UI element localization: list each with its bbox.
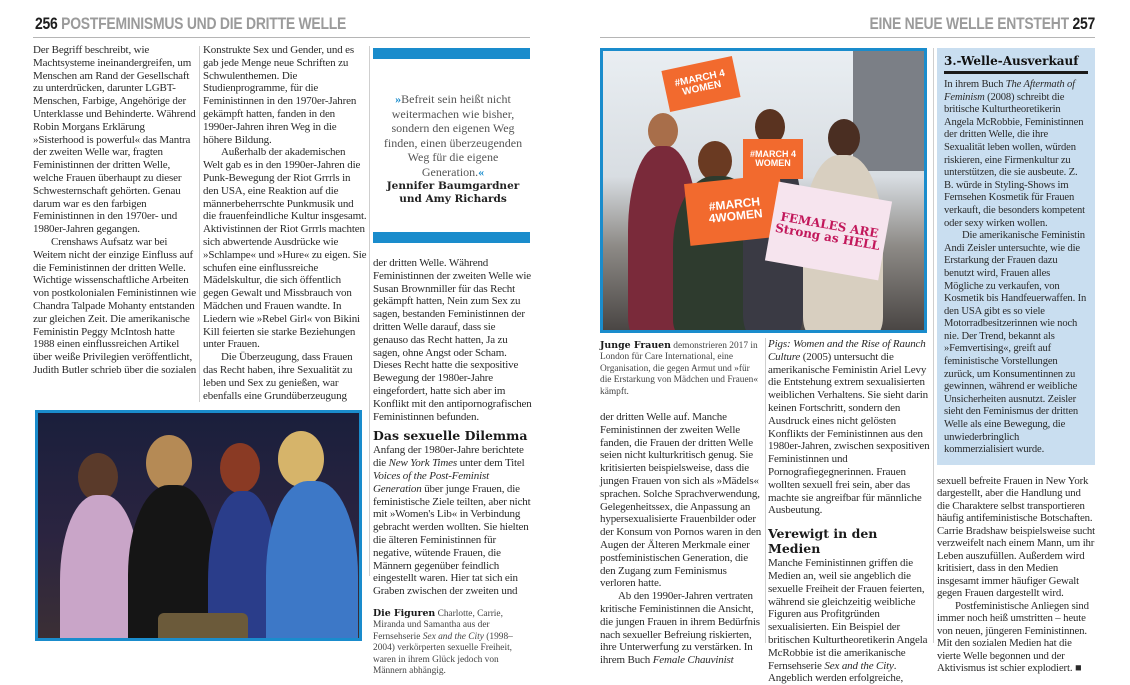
column-divider bbox=[933, 48, 934, 643]
text-run: Pigs: Women and the Rise of Raunch Culture bbox=[768, 338, 926, 363]
paragraph bbox=[944, 230, 1088, 457]
text-run: Anfang der 1980er-Jahre berichtete die bbox=[373, 444, 524, 470]
text-run: Sex and the City bbox=[824, 659, 894, 672]
protest-sign: #MARCH 4WOMEN bbox=[684, 174, 786, 246]
right-column-3-wrapper bbox=[937, 48, 1095, 675]
photo-caption-right bbox=[600, 340, 762, 398]
paragraph bbox=[937, 600, 1095, 675]
left-running-header bbox=[35, 14, 346, 34]
quote-text: Befreit sein heißt nicht weitermachen wie bisher, sondern den eigenen Weg finden, einen überzeugenden Weg für die eigene Generation. bbox=[383, 92, 523, 179]
paragraph bbox=[373, 444, 532, 598]
quote-top-bar bbox=[373, 48, 530, 59]
text-run: Die Überzeugung, dass Frauen das Recht haben, ihre Sexualität zu leben und Sex zu genießen, war ebenfalls eine Grundüberzeugung bbox=[203, 351, 353, 402]
header-rule bbox=[33, 37, 530, 38]
text-run: In ihrem Buch bbox=[944, 79, 1006, 90]
sidebar-box bbox=[937, 48, 1095, 465]
quote-author: Jennifer Baumgardner und Amy Richards bbox=[386, 180, 520, 205]
text-run: Female Chauvinist bbox=[652, 654, 734, 667]
quote-open-mark: » bbox=[395, 92, 402, 106]
protest-sign: #MARCH 4 WOMEN bbox=[743, 139, 803, 179]
text-run: Die Figuren bbox=[373, 608, 436, 619]
running-title: EINE NEUE WELLE ENTSTEHT bbox=[869, 14, 1069, 33]
protest-sign: #MARCH 4 WOMEN bbox=[661, 56, 740, 112]
column-3-text-before bbox=[373, 257, 532, 423]
paragraph bbox=[600, 590, 763, 667]
sidebar-title: 3.-Welle-Ausverkauf bbox=[944, 54, 1088, 74]
page-number: 256 bbox=[35, 14, 58, 33]
column-2-text-before bbox=[768, 338, 931, 517]
section-heading: Das sexuelle Dilemma bbox=[373, 428, 528, 444]
text-run: Sex and the City bbox=[422, 631, 484, 642]
paragraph bbox=[33, 44, 197, 236]
text-run: unter dem Titel bbox=[457, 457, 525, 470]
quote-bottom-bar bbox=[373, 232, 530, 243]
text-run: (2005) untersucht die amerikanische Feministin Ariel Levy die Entstehung extrem sexualisierten weiblichen Verhaltens. Sie sieht darin keinen Fortschritt, sondern den Ausdruck eines nicht gelösten Konflikts der Feministinnen aus den 1980er-Jahren, zwischen sexpositiven Feministinnen und Pornografiegegnerinnen. Frauen wollten sexuell frei sein, aber das machte sie angreifbar für männliche Ausbeutung. bbox=[768, 350, 930, 517]
text-run: sexuell befreite Frauen in New York dargestellt, aber die Handlung und die Charaktere selbst transportieren häufig antifeministische Botschaften. Carrie Bradshaw beispielsweise sucht verzweifelt nach einem Mann, um ihr Leben auszufüllen. Außerdem wird kritisiert, dass in den Medien insgesamt immer häufiger Gewalt gegen Frauen dargestellt wird. bbox=[937, 474, 1096, 600]
column-divider bbox=[199, 46, 200, 402]
paragraph bbox=[937, 475, 1095, 600]
paragraph bbox=[944, 79, 1088, 230]
text-run: Manche Feministinnen griffen die Medien an, weil sie angeblich die sexuelle Freiheit der Frauen feierten, während sie gleichzeitig weibliche Figuren aus Profitgründen sexualisierten. Ein Beispiel der britischen Kulturtheoretikerin Angela McRobbie ist die amerikanische Fernsehserie bbox=[768, 557, 928, 672]
paragraph bbox=[203, 146, 367, 351]
text-run: (1998–2004) verkörperten sexuelle Freiheit, waren in ihrem Glück jedoch von Männern abhängig. bbox=[373, 631, 513, 677]
text-run: Außerhalb der akademischen Welt gab es in den 1990er-Jahren die Punk-Bewegung der Riot Grrrls in den USA, eine Reaktion auf die männerbeherrschte Punkmusik und die frauenfeindliche Kultur insgesamt. Aktivistinnen der Riot Grrrls machten sich abwertende Ausdrücke wie »Schlampe« und »Hure« zu eigen. Sie schufen eine einflussreiche Mädelskultur, die sich öffentlich gegen Gewalt und Missbrauch von Mädchen und Frauen wandte. In Liedern wie »Rebel Girl« von Bikini Kill feierten sie starke Beziehungen unter Frauen. bbox=[203, 146, 367, 351]
column-divider bbox=[765, 338, 766, 643]
right-running-header bbox=[870, 14, 1096, 34]
paragraph bbox=[33, 236, 197, 377]
text-run: Postfeministische Anliegen sind immer noch heiß umstritten – heute von neuen, jüngeren Feministinnen. Mit den sozialen Medien hat die vierte Welle begonnen und der Aktivismus ist schier explodiert. ■ bbox=[937, 599, 1089, 675]
paragraph bbox=[600, 411, 763, 590]
paragraph bbox=[768, 338, 931, 517]
text-run: Crenshaws Aufsatz war bei Weitem nicht der einzige Einfluss auf die Feministinnen der dritten Welle. Wichtige wissenschaftliche Arbeiten von postkolonialen Feministinnen wie Chandra Talpade Mohanty entstanden zur gleichen Zeit. Die amerikanische Feministin Peggy McIntosh hatte 1988 einen einflussreichen Artikel über weiße Privilegien veröffentlicht, Judith Butler schrieb über die sozialen bbox=[33, 235, 197, 376]
handmade-protest-sign: FEMALES ARE Strong as HELL bbox=[765, 182, 892, 281]
column-2-text-after bbox=[768, 557, 931, 685]
text-run: Die amerikanische Feministin Andi Zeisler untersuchte, wie die Erstarkung der Frauen dazu benutzt wird, Frauen alles Mögliche zu verkaufen, von Kosmetik bis Handfeuerwaffen. In den USA gibt es so viele Motorradbesitzerinnen wie noch nie. Der Trend, bekannt als »Femvertising«, greift auf feministische Vorstellungen zurück, um Konsumentinnen zu gewinnen, während er weibliche Unsicherheiten ausnutzt. Zeisler sieht den Feminismus der dritten Welle als eine Bewegung, die unwiederbringlich kommerzialisiert wurde. bbox=[944, 230, 1087, 456]
right-column-2 bbox=[768, 338, 931, 685]
column-3-text-after bbox=[373, 444, 532, 598]
paragraph bbox=[373, 257, 532, 423]
march-for-women-photo bbox=[600, 48, 927, 333]
pull-quote bbox=[378, 92, 528, 179]
text-run: New York Times bbox=[388, 457, 457, 470]
column-divider bbox=[369, 46, 370, 576]
left-column-3 bbox=[373, 257, 532, 598]
text-run: Der Begriff beschreibt, wie Machtsysteme ineinandergreifen, um Menschen am Rand der Gesellschaft zu unterdrücken, darunter LGBT-Menschen, Farbige, Angehörige der Unterklasse und Behinderte. Während Robin Morgans Erklärung »Sisterhood is powerful« das Mantra der zweiten Welle war, fragten Feministinnen der dritten Welle, welche Frauen überhaupt zu dieser Schwesternschaft gehörten. Genau darum war es den farbigen Feministinnen in den 1970er- und 1980er-Jahren gegangen. bbox=[33, 44, 196, 236]
text-run: der dritten Welle. Während Feministinnen der zweiten Welle wie Susan Brownmiller für das Recht gekämpft hatten, Nein zum Sex zu sagen, bestanden Feministinnen der dritten Welle darauf, dass sie genauso das Recht hatten, Ja zu sagen, ohne Angst oder Scham. Dieses Recht hatte die sexpositive Bewegung der 1980er-Jahre eingefordert, hatte sich aber im Konflikt mit den antipornografischen Feministinnen befunden. bbox=[373, 257, 532, 423]
sex-and-the-city-photo bbox=[35, 410, 362, 641]
right-column-3 bbox=[937, 475, 1095, 675]
left-column-1 bbox=[33, 44, 197, 377]
paragraph bbox=[203, 44, 367, 146]
text-run: demonstrieren 2017 in London für Care International, eine Organisation, die gegen Armut und »für die Erstarkung von Mädchen und Frauen« kämpft. bbox=[600, 341, 759, 397]
text-run: Charlotte, Carrie, Miranda und Samantha aus der Fernsehserie bbox=[373, 609, 503, 642]
page-number: 257 bbox=[1072, 14, 1095, 33]
paragraph bbox=[768, 557, 931, 685]
left-column-2 bbox=[203, 44, 367, 402]
text-run: Ab den 1990er-Jahren vertraten kritische Feministinnen die Ansicht, die jungen Frauen in ihrem Bedürfnis nach sexueller Befreiung riskierten, ihre Unterwerfung zu verstärken. In ihrem Buch bbox=[600, 590, 760, 667]
header-rule bbox=[600, 37, 1095, 38]
paragraph bbox=[203, 351, 367, 402]
text-run: der dritten Welle auf. Manche Feministinnen der zweiten Welle fanden, die Frauen der dritten Welle seien nicht kulturkritisch genug. Sie kritisierten beispielsweise, dass die jungen Frauen von sich als »Mädels« sprachen. Solche Sprachverwendung, Gelegenheitssex, die Anpassung an hypersexualisierte Frauenbilder oder der Konsum von Pornos waren in den Augen der Älteren Merkmale einer postfeministischen Generation, die den Zugang zum Feminismus verloren hatte. bbox=[600, 411, 762, 590]
photo-caption-left bbox=[373, 608, 532, 677]
running-title: POSTFEMINISMUS UND DIE DRITTE WELLE bbox=[61, 14, 347, 33]
text-run: Voices of the Post-Feminist Generation bbox=[373, 469, 490, 495]
text-run: Junge Frauen bbox=[600, 340, 671, 351]
text-run: (2008) schreibt die britische Kulturtheoretikerin Angela McRobbie, Feministinnen der dritten Welle, die ihre Sexualität leben wollen, würden riskieren, eine Firmenkultur zu unterstützen, die sie ausbeute. Z. B. würde in Styling-Shows im Fernsehen Kosmetik für Frauen verkauft, die besonders kompetent oder sexy wirken wollen. bbox=[944, 91, 1085, 229]
text-run: Konstrukte Sex und Gender, und es gab jede Menge neue Schriften zu Schwulenthemen. Die Studienprogramme, für die Feministinnen in den 1970er-Jahren gekämpft hatten, fanden in den 1990er-Jahren ihren Weg in die höhere Bildung. bbox=[203, 44, 357, 146]
text-run: The Aftermath of Feminism bbox=[944, 79, 1075, 103]
text-run: über junge Frauen, die feministische Ziele teilten, aber nicht mit »Women's Lib« in Verbindung gebracht werden wollten. Sie hielten die älteren Feministinnen für negative, wütende Frauen, die Männern gegenüber feindlich eingestellt waren. Hier tat sich ein Graben zwischen der zweiten und bbox=[373, 482, 531, 598]
quote-close-mark: « bbox=[478, 164, 485, 179]
sidebar-text bbox=[944, 79, 1088, 457]
section-heading: Verewigt in den Medien bbox=[768, 526, 878, 557]
text-run: . Angeblich werden erfolgreiche, bbox=[768, 659, 904, 685]
right-column-1 bbox=[600, 411, 763, 667]
